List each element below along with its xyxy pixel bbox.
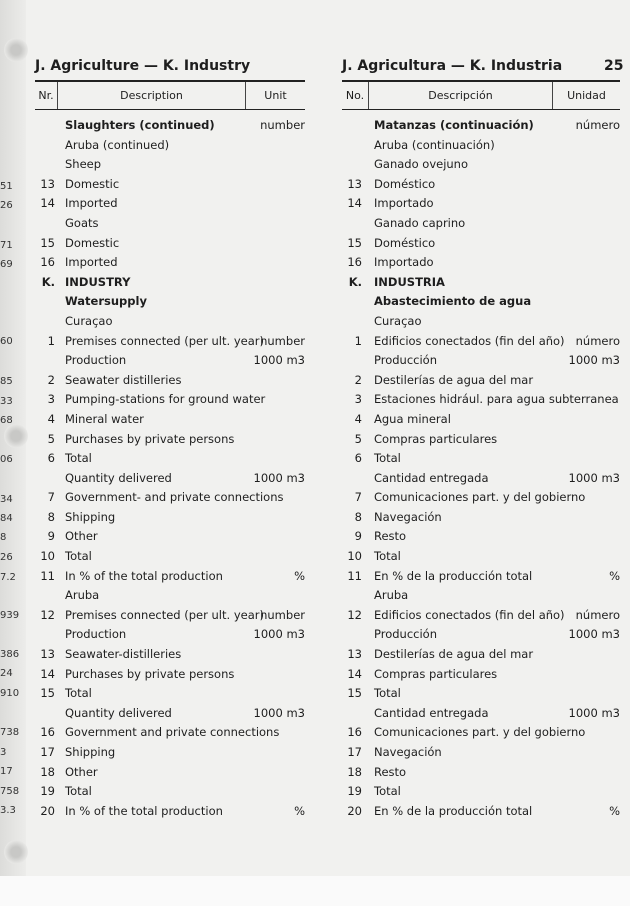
table-row xyxy=(342,508,620,528)
row-unit: número xyxy=(575,607,620,622)
table-row xyxy=(342,136,620,156)
row-description: Total xyxy=(65,784,92,799)
col-description-header: Description xyxy=(57,82,245,109)
row-number: 18 xyxy=(347,764,362,779)
row-description: Cantidad entregada xyxy=(374,705,489,720)
row-number: 4 xyxy=(354,411,362,426)
row-number: 15 xyxy=(347,235,362,250)
row-number: 14 xyxy=(40,196,55,211)
margin-number: 3.3 xyxy=(0,805,16,816)
row-number: 17 xyxy=(347,745,362,759)
row-number: 15 xyxy=(347,686,362,701)
row-description: Seawater-distilleries xyxy=(65,647,182,662)
row-description: Curaçao xyxy=(65,313,113,328)
margin-number: 17 xyxy=(0,766,13,777)
row-description: Aruba (continued) xyxy=(65,137,170,152)
row-number: 1 xyxy=(47,333,55,348)
row-description: Total xyxy=(374,686,401,701)
row-description: Doméstico xyxy=(374,176,436,191)
row-unit: % xyxy=(294,568,305,583)
row-description: Total xyxy=(65,451,92,466)
table-row xyxy=(342,332,620,352)
margin-number: 939 xyxy=(0,610,20,621)
margin-number: 758 xyxy=(0,786,20,797)
row-number: 16 xyxy=(40,255,55,270)
table-row xyxy=(35,508,305,528)
table-row xyxy=(35,292,305,312)
margin-number: 60 xyxy=(0,336,13,347)
row-description: Production xyxy=(65,353,127,368)
table-row xyxy=(35,273,305,293)
row-unit: number xyxy=(260,118,305,132)
margin-number: 06 xyxy=(0,454,13,465)
table-row xyxy=(342,194,620,214)
margin-number: 386 xyxy=(0,649,20,660)
row-description: Quantity delivered xyxy=(65,470,172,485)
row-unit: número xyxy=(575,118,620,132)
table-row xyxy=(342,645,620,665)
row-number: 13 xyxy=(40,647,55,662)
row-number: 11 xyxy=(40,568,55,583)
margin-number: 34 xyxy=(0,494,13,505)
table-row xyxy=(35,449,305,469)
row-description: Producción xyxy=(374,627,437,642)
row-description: Resto xyxy=(374,529,407,544)
table-row xyxy=(35,547,305,567)
row-number: 10 xyxy=(40,549,55,564)
row-description: Goats xyxy=(65,215,99,230)
row-description: Watersupply xyxy=(65,294,147,309)
margin-number: 51 xyxy=(0,181,13,192)
left-table-body xyxy=(35,116,305,821)
row-number: 2 xyxy=(354,372,362,387)
row-description: Destilerías de agua del mar xyxy=(374,647,534,662)
row-description: Cantidad entregada xyxy=(374,470,489,485)
col-unit-header: Unidad xyxy=(552,82,620,109)
row-description: Navegación xyxy=(374,745,442,759)
row-description: Production xyxy=(65,627,127,642)
row-number: 9 xyxy=(354,529,362,544)
table-row xyxy=(342,488,620,508)
table-row xyxy=(35,390,305,410)
table-row xyxy=(35,410,305,430)
row-number: 14 xyxy=(347,666,362,681)
row-description: Seawater distilleries xyxy=(65,372,182,387)
table-row xyxy=(35,684,305,704)
row-description: Government- and private connections xyxy=(65,490,284,505)
right-table-header xyxy=(342,80,620,110)
row-description: Agua mineral xyxy=(374,411,451,426)
row-number: K. xyxy=(41,274,55,289)
row-description: INDUSTRY xyxy=(65,274,131,289)
row-number: 13 xyxy=(40,176,55,191)
table-row xyxy=(342,371,620,391)
margin-number: 84 xyxy=(0,513,13,524)
row-description: Matanzas (continuación) xyxy=(374,118,534,132)
row-description: Aruba xyxy=(374,588,409,603)
row-description: Purchases by private persons xyxy=(65,431,235,446)
table-row xyxy=(342,312,620,332)
margin-number: 68 xyxy=(0,415,13,426)
row-description: Purchases by private persons xyxy=(65,666,235,681)
row-number: 15 xyxy=(40,235,55,250)
row-unit: 1000 m3 xyxy=(568,705,620,720)
table-row xyxy=(35,351,305,371)
row-number: 20 xyxy=(40,803,55,818)
margin-number: 7.2 xyxy=(0,572,16,583)
row-number: 14 xyxy=(347,196,362,211)
row-number: 8 xyxy=(47,509,55,524)
row-description: Comunicaciones part. y del gobierno xyxy=(374,490,586,505)
margin-number: 33 xyxy=(0,396,13,407)
row-number: 5 xyxy=(354,431,362,446)
row-description: Estaciones hidrául. para agua subterranea xyxy=(374,392,619,407)
row-description: INDUSTRIA xyxy=(374,274,445,289)
row-description: In % of the total production xyxy=(65,568,223,583)
margin-number: 24 xyxy=(0,668,13,679)
table-row xyxy=(342,410,620,430)
row-number: 16 xyxy=(40,725,55,740)
table-row xyxy=(35,332,305,352)
row-number: 2 xyxy=(47,372,55,387)
margin-number: 69 xyxy=(0,259,13,270)
row-description: Aruba (continuación) xyxy=(374,137,495,152)
row-description: En % de la producción total xyxy=(374,803,533,818)
row-description: Imported xyxy=(65,196,118,211)
table-row xyxy=(342,684,620,704)
row-description: Total xyxy=(374,784,401,799)
row-description: Importado xyxy=(374,196,434,211)
table-row xyxy=(342,743,620,763)
row-number: K. xyxy=(348,274,362,289)
row-description: Aruba xyxy=(65,588,100,603)
table-row xyxy=(35,645,305,665)
row-number: 1 xyxy=(354,333,362,348)
row-description: Total xyxy=(374,451,401,466)
row-description: Total xyxy=(374,549,401,564)
table-row xyxy=(342,449,620,469)
table-row xyxy=(342,351,620,371)
row-description: Curaçao xyxy=(374,313,422,328)
row-description: Total xyxy=(65,549,92,564)
table-row xyxy=(342,175,620,195)
table-row xyxy=(342,527,620,547)
table-row xyxy=(35,704,305,724)
row-number: 19 xyxy=(40,784,55,799)
row-description: Importado xyxy=(374,255,434,270)
table-row xyxy=(35,606,305,626)
table-row xyxy=(342,763,620,783)
table-row xyxy=(342,273,620,293)
col-unit-header: Unit xyxy=(245,82,305,109)
row-number: 17 xyxy=(40,745,55,759)
row-number: 7 xyxy=(47,490,55,505)
row-number: 16 xyxy=(347,725,362,740)
table-row xyxy=(35,194,305,214)
row-unit: 1000 m3 xyxy=(253,705,305,720)
row-description: Comunicaciones part. y del gobierno xyxy=(374,725,586,740)
row-description: Compras particulares xyxy=(374,666,498,681)
row-description: Domestic xyxy=(65,176,120,191)
table-row xyxy=(342,547,620,567)
row-number: 7 xyxy=(354,490,362,505)
table-row xyxy=(342,234,620,254)
table-row xyxy=(342,802,620,822)
row-unit: 1000 m3 xyxy=(253,353,305,368)
row-description: Shipping xyxy=(65,509,116,524)
margin-number: 71 xyxy=(0,240,13,251)
row-unit: 1000 m3 xyxy=(253,470,305,485)
table-row xyxy=(35,116,305,136)
margin-number: 910 xyxy=(0,688,20,699)
row-description: Doméstico xyxy=(374,235,436,250)
row-description: Slaughters (continued) xyxy=(65,118,215,132)
table-row xyxy=(35,802,305,822)
row-description: Total xyxy=(65,686,92,701)
row-description: Shipping xyxy=(65,745,116,759)
table-row xyxy=(35,743,305,763)
row-number: 10 xyxy=(347,549,362,564)
row-description: Ganado ovejuno xyxy=(374,157,469,172)
table-row xyxy=(342,292,620,312)
left-page-header: J. Agriculture — K. Industry xyxy=(35,58,251,74)
binding-hole xyxy=(4,840,28,864)
row-unit: % xyxy=(609,803,620,818)
margin-number: 3 xyxy=(0,747,7,758)
row-number: 11 xyxy=(347,568,362,583)
row-number: 18 xyxy=(40,764,55,779)
table-row xyxy=(35,723,305,743)
page-bottom xyxy=(0,876,630,906)
margin-number: 8 xyxy=(0,532,7,543)
row-description: Other xyxy=(65,529,98,544)
table-row xyxy=(35,527,305,547)
row-description: Imported xyxy=(65,255,118,270)
row-description: Sheep xyxy=(65,157,102,172)
row-unit: 1000 m3 xyxy=(568,627,620,642)
row-description: In % of the total production xyxy=(65,803,223,818)
row-unit: número xyxy=(575,333,620,348)
row-number: 6 xyxy=(354,451,362,466)
table-row xyxy=(342,253,620,273)
row-number: 12 xyxy=(347,607,362,622)
table-row xyxy=(342,782,620,802)
row-description: Pumping-stations for ground water xyxy=(65,392,266,407)
table-row xyxy=(342,665,620,685)
table-row xyxy=(35,469,305,489)
table-row xyxy=(35,234,305,254)
table-row xyxy=(35,782,305,802)
table-row xyxy=(35,665,305,685)
row-number: 9 xyxy=(47,529,55,544)
table-row xyxy=(342,430,620,450)
row-number: 16 xyxy=(347,255,362,270)
row-unit: number xyxy=(260,607,305,622)
row-number: 3 xyxy=(47,392,55,407)
col-no-header: Nr. xyxy=(38,89,54,102)
row-unit: % xyxy=(609,568,620,583)
row-description: Producción xyxy=(374,353,437,368)
margin-number: 85 xyxy=(0,376,13,387)
right-page-header: J. Agricultura — K. Industria xyxy=(342,58,563,74)
row-description: Quantity delivered xyxy=(65,705,172,720)
right-table-body xyxy=(342,116,620,821)
table-row xyxy=(35,155,305,175)
row-description: Navegación xyxy=(374,509,442,524)
row-description: Ganado caprino xyxy=(374,215,466,230)
row-unit: 1000 m3 xyxy=(253,627,305,642)
table-row xyxy=(342,625,620,645)
table-row xyxy=(342,155,620,175)
binding-hole xyxy=(4,424,28,448)
table-row xyxy=(342,567,620,587)
row-description: En % de la producción total xyxy=(374,568,533,583)
table-row xyxy=(35,625,305,645)
row-description: Premises connected (per ult. year) xyxy=(65,607,264,622)
row-description: Premises connected (per ult. year) xyxy=(65,333,264,348)
table-row xyxy=(342,704,620,724)
col-no-header: No. xyxy=(345,89,365,102)
row-description: Edificios conectados (fin del año) xyxy=(374,333,565,348)
row-unit: 1000 m3 xyxy=(568,353,620,368)
table-row xyxy=(35,312,305,332)
row-description: Other xyxy=(65,764,98,779)
row-description: Edificios conectados (fin del año) xyxy=(374,607,565,622)
table-row xyxy=(35,567,305,587)
row-number: 15 xyxy=(40,686,55,701)
table-row xyxy=(342,469,620,489)
row-number: 13 xyxy=(347,176,362,191)
table-row xyxy=(35,586,305,606)
binding-hole xyxy=(4,38,28,62)
table-row xyxy=(35,763,305,783)
margin-number: 738 xyxy=(0,727,20,738)
table-row xyxy=(35,136,305,156)
row-description: Mineral water xyxy=(65,411,144,426)
left-table-header xyxy=(35,80,305,110)
page-number: 25 xyxy=(604,58,624,74)
margin-number: 26 xyxy=(0,552,13,563)
row-number: 4 xyxy=(47,411,55,426)
row-number: 13 xyxy=(347,647,362,662)
table-row xyxy=(35,430,305,450)
row-number: 6 xyxy=(47,451,55,466)
row-description: Domestic xyxy=(65,235,120,250)
row-number: 19 xyxy=(347,784,362,799)
table-row xyxy=(342,390,620,410)
row-number: 8 xyxy=(354,509,362,524)
table-row xyxy=(342,606,620,626)
table-row xyxy=(35,488,305,508)
row-number: 12 xyxy=(40,607,55,622)
table-row xyxy=(35,214,305,234)
row-number: 5 xyxy=(47,431,55,446)
row-description: Destilerías de agua del mar xyxy=(374,372,534,387)
table-row xyxy=(342,214,620,234)
row-description: Abastecimiento de agua xyxy=(374,294,532,309)
row-unit: % xyxy=(294,803,305,818)
row-number: 14 xyxy=(40,666,55,681)
row-description: Compras particulares xyxy=(374,431,498,446)
row-unit: number xyxy=(260,333,305,348)
row-unit: 1000 m3 xyxy=(568,470,620,485)
row-number: 3 xyxy=(354,392,362,407)
row-description: Government and private connections xyxy=(65,725,280,740)
table-row xyxy=(35,253,305,273)
row-description: Resto xyxy=(374,764,407,779)
row-number: 20 xyxy=(347,803,362,818)
table-row xyxy=(35,175,305,195)
table-row xyxy=(35,371,305,391)
table-row xyxy=(342,116,620,136)
col-description-header: Descripción xyxy=(368,82,552,109)
table-row xyxy=(342,586,620,606)
margin-number: 26 xyxy=(0,200,13,211)
table-row xyxy=(342,723,620,743)
